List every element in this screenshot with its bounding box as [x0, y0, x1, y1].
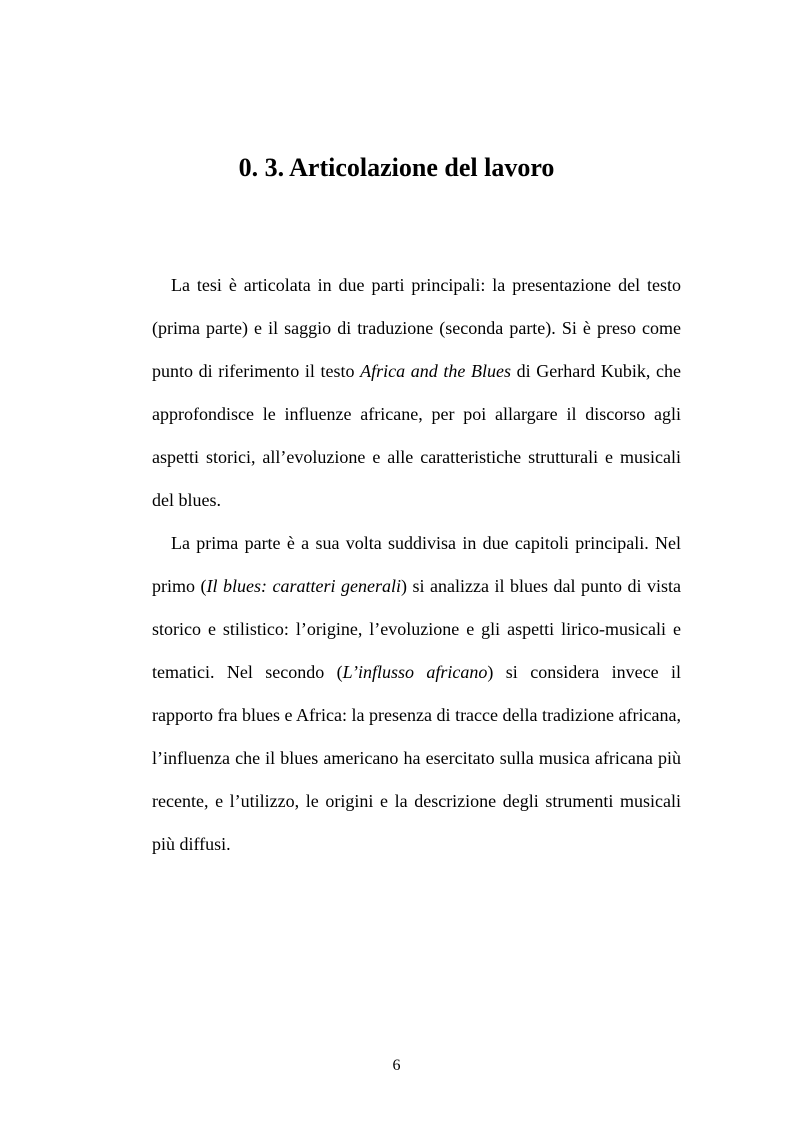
paragraph-1-text-a: La tesi è articolata in due parti principali: la presentazione del testo (prima parte) e il saggio di traduzione (seconda parte). Si è preso come punto di riferimento il testo	[152, 275, 681, 381]
page-number: 6	[392, 1057, 401, 1074]
paragraph-1-text-b: di Gerhard Kubik, che approfondisce le influenze africane, per poi allargare il discorso agli aspetti storici, all’evoluzione e alle caratteristiche strutturali e musicali del blues.	[152, 361, 681, 510]
chapter-title-influsso-africano: L’influsso africano	[342, 662, 488, 682]
chapter-title-il-blues: Il blues: caratteri generali	[206, 576, 401, 596]
paragraph-2-text-c: ) si considera invece il rapporto fra blues e Africa: la presenza di tracce della tradizione africana, l’influenza che il blues americano ha esercitato sulla musica africana più recente, e l’utilizzo, le origini e la descrizione degli strumenti musicali più diffusi.	[152, 662, 681, 854]
paragraph-1	[152, 264, 681, 522]
body-text	[152, 264, 681, 866]
paragraph-2	[152, 522, 681, 866]
paragraph-2-text-a: La prima parte è a sua volta suddivisa in due capitoli principali. Nel primo (	[152, 533, 681, 596]
paragraph-2-text-b: ) si analizza il blues dal punto di vista storico e stilistico: l’origine, l’evoluzione e gli aspetti lirico-musicali e tematici. Nel secondo (	[152, 576, 681, 682]
section-heading: 0. 3. Articolazione del lavoro	[238, 153, 555, 182]
book-title-africa-and-the-blues: Africa and the Blues	[360, 361, 512, 381]
